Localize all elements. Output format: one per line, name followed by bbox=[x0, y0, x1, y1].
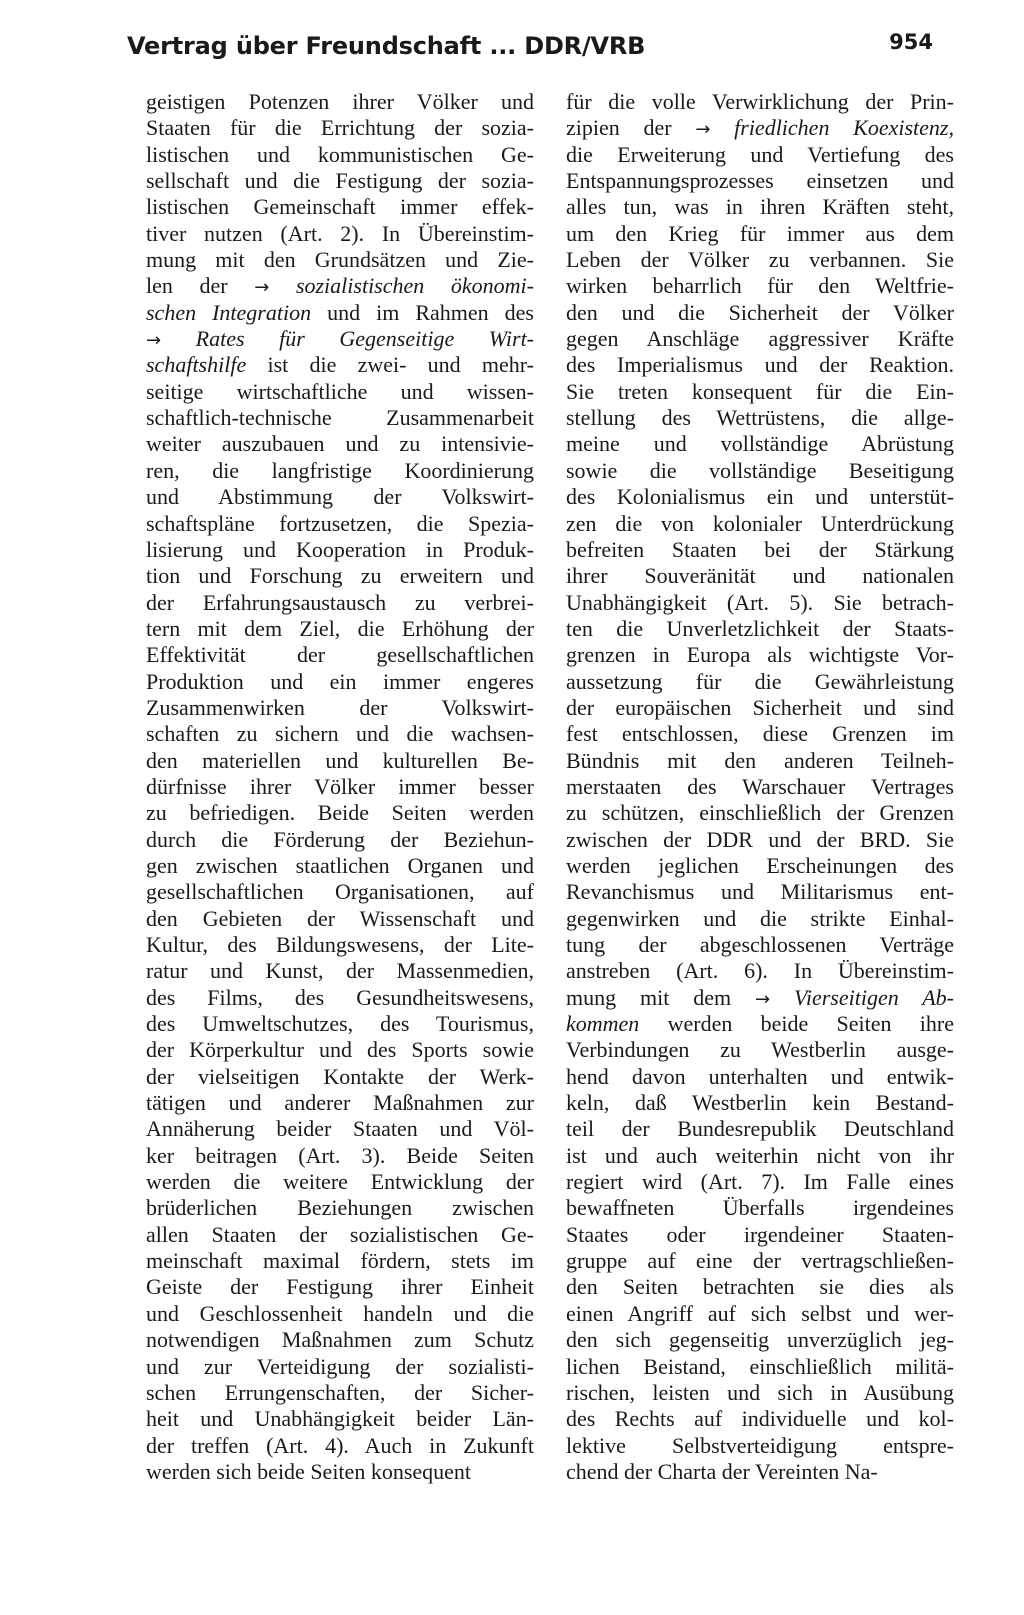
text-segment: hend davon unterhalten und entwik- bbox=[566, 1063, 954, 1089]
text-segment: der treffen (Art. 4). Auch in Zukunft bbox=[146, 1432, 534, 1458]
text-line bbox=[146, 748, 534, 774]
text-line bbox=[146, 774, 534, 800]
text-line bbox=[566, 1274, 954, 1300]
text-line bbox=[566, 511, 954, 537]
text-line bbox=[566, 748, 954, 774]
text-line bbox=[146, 1433, 534, 1459]
text-segment: durch die Förderung der Beziehun- bbox=[146, 826, 534, 852]
text-line bbox=[146, 1301, 534, 1327]
text-line bbox=[146, 642, 534, 668]
text-segment: meine und vollständige Abrüstung bbox=[566, 431, 954, 457]
text-line bbox=[146, 616, 534, 642]
text-line bbox=[566, 431, 954, 457]
text-line bbox=[146, 142, 534, 168]
text-line bbox=[146, 827, 534, 853]
text-segment: mung mit den Grundsätzen und Zie- bbox=[146, 247, 534, 273]
text-line bbox=[566, 1354, 954, 1380]
text-line bbox=[566, 89, 954, 115]
text-segment: dürfnisse ihrer Völker immer besser bbox=[146, 773, 534, 799]
text-line bbox=[146, 1195, 534, 1221]
text-line bbox=[566, 932, 954, 958]
text-segment: des Imperialismus und der Reaktion. bbox=[566, 352, 954, 378]
text-line bbox=[566, 1380, 954, 1406]
cross-reference-term: schen Integration bbox=[146, 299, 312, 325]
text-line bbox=[566, 142, 954, 168]
cross-reference-term: kommen bbox=[566, 1011, 640, 1037]
text-segment: Effektivität der gesellschaftlichen bbox=[146, 642, 534, 668]
text-segment: ist die zwei- und mehr- bbox=[246, 352, 534, 378]
running-title: Vertrag über Freundschaft ... DDR/VRB bbox=[127, 32, 646, 60]
text-line bbox=[566, 484, 954, 510]
text-line bbox=[566, 695, 954, 721]
text-line bbox=[566, 221, 954, 247]
text-line bbox=[566, 669, 954, 695]
text-line bbox=[566, 1195, 954, 1221]
text-segment: lichen Beistand, einschließlich militä- bbox=[566, 1353, 954, 1379]
text-line bbox=[146, 669, 534, 695]
text-segment: den sich gegenseitig unverzüglich jeg- bbox=[566, 1327, 954, 1353]
text-segment: werden beide Seiten ihre bbox=[639, 1011, 954, 1037]
text-line bbox=[566, 1248, 954, 1274]
page-number: 954 bbox=[889, 30, 933, 54]
text-segment: lisierung und Kooperation in Produk- bbox=[146, 536, 534, 562]
text-segment: und Geschlossenheit handeln und die bbox=[146, 1300, 534, 1326]
text-segment: heit und Unabhängigkeit beider Län- bbox=[146, 1406, 534, 1432]
text-line bbox=[146, 1354, 534, 1380]
text-line bbox=[566, 958, 954, 984]
text-line bbox=[146, 563, 534, 589]
text-line bbox=[146, 458, 534, 484]
text-line bbox=[566, 326, 954, 352]
text-segment: den Seiten betrachten sie dies als bbox=[566, 1274, 954, 1300]
text-segment: tätigen und anderer Maßnahmen zur bbox=[146, 1090, 534, 1116]
text-line bbox=[566, 800, 954, 826]
text-segment: keln, daß Westberlin kein Bestand- bbox=[566, 1090, 954, 1116]
cross-reference-term: Rates für Gegenseitige Wirt- bbox=[195, 326, 534, 352]
text-line bbox=[146, 326, 534, 352]
text-line bbox=[566, 1406, 954, 1432]
text-line bbox=[566, 1169, 954, 1195]
text-line bbox=[146, 484, 534, 510]
text-segment: ratur und Kunst, der Massenmedien, bbox=[146, 958, 534, 984]
text-segment: geistigen Potenzen ihrer Völker und bbox=[146, 89, 534, 114]
text-line bbox=[566, 115, 954, 141]
text-line bbox=[146, 300, 534, 326]
text-line bbox=[146, 695, 534, 721]
text-line bbox=[146, 115, 534, 141]
cross-reference-arrow-icon: → bbox=[146, 330, 162, 352]
text-segment: ihrer Souveränität und nationalen bbox=[566, 563, 954, 589]
text-segment: der vielseitigen Kontakte der Werk- bbox=[146, 1063, 534, 1089]
text-segment: Entspannungsprozesses einsetzen und bbox=[566, 168, 954, 194]
text-segment: der Erfahrungsaustausch zu verbrei- bbox=[146, 589, 534, 615]
text-segment: schaftspläne fortzusetzen, die Spezia- bbox=[146, 510, 534, 536]
text-line bbox=[146, 221, 534, 247]
text-segment: lektive Selbstverteidigung entspre- bbox=[566, 1432, 954, 1458]
text-segment: des Umweltschutzes, des Tourismus, bbox=[146, 1011, 534, 1037]
text-segment: gegen Anschläge aggressiver Kräfte bbox=[566, 326, 954, 352]
text-line bbox=[146, 1011, 534, 1037]
text-segment: allen Staaten der sozialistischen Ge- bbox=[146, 1221, 534, 1247]
text-segment: den und die Sicherheit der Völker bbox=[566, 299, 954, 325]
text-segment: des Kolonialismus ein und unterstüt- bbox=[566, 484, 954, 510]
text-segment: chend der Charta der Vereinten Na- bbox=[566, 1458, 878, 1484]
text-segment: schaftlich-technische Zusammenarbeit bbox=[146, 405, 534, 431]
text-line bbox=[146, 194, 534, 220]
text-column-right bbox=[566, 89, 954, 1485]
text-segment: Leben der Völker zu verbannen. Sie bbox=[566, 247, 954, 273]
text-segment: regiert wird (Art. 7). Im Falle eines bbox=[566, 1169, 954, 1195]
text-line bbox=[146, 273, 534, 299]
text-segment: zu schützen, einschließlich der Grenzen bbox=[566, 800, 954, 826]
text-column-left bbox=[146, 89, 534, 1485]
text-segment: alles tun, was in ihren Kräften steht, bbox=[566, 194, 954, 220]
text-segment: Geiste der Festigung ihrer Einheit bbox=[146, 1274, 534, 1300]
text-segment: listischen und kommunistischen Ge- bbox=[146, 141, 534, 167]
text-line bbox=[146, 1116, 534, 1142]
text-segment: teil der Bundesrepublik Deutschland bbox=[566, 1116, 954, 1142]
text-segment: wirken beharrlich für den Weltfrie- bbox=[566, 273, 954, 299]
text-segment: stellung des Wettrüstens, die allge- bbox=[566, 405, 954, 431]
text-segment: fest entschlossen, diese Grenzen im bbox=[566, 721, 954, 747]
text-segment: sowie die vollständige Beseitigung bbox=[566, 457, 954, 483]
text-line bbox=[566, 616, 954, 642]
text-segment: seitige wirtschaftliche und wissen- bbox=[146, 378, 534, 404]
text-segment: brüderlichen Beziehungen zwischen bbox=[146, 1195, 534, 1221]
text-segment: bewaffneten Überfalls irgendeines bbox=[566, 1195, 954, 1221]
text-line bbox=[146, 590, 534, 616]
text-line bbox=[566, 247, 954, 273]
text-segment: des Films, des Gesundheitswesens, bbox=[146, 984, 534, 1010]
text-line bbox=[566, 1459, 954, 1485]
text-segment: Staates oder irgendeiner Staaten- bbox=[566, 1221, 954, 1247]
text-segment: für die volle Verwirklichung der Prin- bbox=[566, 89, 954, 114]
text-segment: und Abstimmung der Volkswirt- bbox=[146, 484, 534, 510]
text-line bbox=[566, 879, 954, 905]
text-line bbox=[146, 1406, 534, 1432]
text-line bbox=[566, 379, 954, 405]
text-segment: Staaten für die Errichtung der sozia- bbox=[146, 115, 534, 141]
text-segment: ist und auch weiterhin nicht von ihr bbox=[566, 1142, 954, 1168]
text-segment: tung der abgeschlossenen Verträge bbox=[566, 932, 954, 957]
text-line bbox=[566, 1011, 954, 1037]
text-segment: zen die von kolonialer Unterdrückung bbox=[566, 510, 954, 536]
text-line bbox=[566, 1090, 954, 1116]
text-segment: merstaaten des Warschauer Vertrages bbox=[566, 773, 954, 799]
text-line bbox=[566, 194, 954, 220]
text-line bbox=[146, 958, 534, 984]
text-line bbox=[566, 827, 954, 853]
text-line bbox=[146, 537, 534, 563]
text-line bbox=[566, 458, 954, 484]
text-line bbox=[566, 273, 954, 299]
text-line bbox=[146, 1037, 534, 1063]
cross-reference-arrow-icon: → bbox=[695, 119, 711, 141]
text-line bbox=[146, 1380, 534, 1406]
text-segment: und im Rahmen des bbox=[311, 299, 534, 325]
text-segment: gen zwischen staatlichen Organen und bbox=[146, 852, 534, 878]
text-line bbox=[566, 1327, 954, 1353]
text-segment: um den Krieg für immer aus dem bbox=[566, 220, 954, 246]
text-line bbox=[566, 300, 954, 326]
text-segment: weiter auszubauen und zu intensivie- bbox=[146, 431, 534, 457]
text-line bbox=[146, 168, 534, 194]
text-segment: anstreben (Art. 6). In Übereinstim- bbox=[566, 958, 954, 984]
text-line bbox=[566, 168, 954, 194]
text-line bbox=[146, 721, 534, 747]
cross-reference-term: sozialistischen ökonomi- bbox=[295, 273, 534, 299]
text-segment: des Rechts auf individuelle und kol- bbox=[566, 1406, 954, 1432]
text-line bbox=[566, 1037, 954, 1063]
text-line bbox=[566, 405, 954, 431]
text-segment: mung mit dem bbox=[566, 984, 756, 1010]
text-segment: ren, die langfristige Koordinierung bbox=[146, 457, 534, 483]
text-segment: notwendigen Maßnahmen zum Schutz bbox=[146, 1327, 534, 1353]
text-segment bbox=[269, 273, 296, 298]
text-segment: Produktion und ein immer engeres bbox=[146, 668, 534, 694]
text-line bbox=[146, 405, 534, 431]
text-segment bbox=[770, 985, 794, 1010]
text-segment: der Körperkultur und des Sports sowie bbox=[146, 1037, 534, 1063]
text-segment bbox=[161, 326, 196, 351]
text-line bbox=[146, 1169, 534, 1195]
text-segment: befreiten Staaten bei der Stärkung bbox=[566, 536, 954, 562]
text-segment: zipien der bbox=[566, 115, 696, 141]
text-segment: aussetzung für die Gewährleistung bbox=[566, 668, 954, 694]
text-line bbox=[566, 563, 954, 589]
text-segment: zwischen der DDR und der BRD. Sie bbox=[566, 826, 954, 852]
text-segment: werden die weitere Entwicklung der bbox=[146, 1169, 534, 1195]
text-line bbox=[146, 352, 534, 378]
text-segment: tern mit dem Ziel, die Erhöhung der bbox=[146, 615, 534, 641]
text-line bbox=[146, 89, 534, 115]
text-segment: ten die Unverletzlichkeit der Staats- bbox=[566, 615, 954, 641]
text-segment: werden jeglichen Erscheinungen des bbox=[566, 852, 954, 878]
text-segment: grenzen in Europa als wichtigste Vor- bbox=[566, 642, 954, 668]
cross-reference-term: friedlichen Koexistenz, bbox=[734, 115, 954, 141]
text-segment: ker beitragen (Art. 3). Beide Seiten bbox=[146, 1142, 534, 1168]
text-segment: schaften zu sichern und die wachsen- bbox=[146, 721, 534, 747]
text-segment: meinschaft maximal fördern, stets im bbox=[146, 1248, 534, 1274]
text-segment: der europäischen Sicherheit und sind bbox=[566, 694, 954, 720]
text-segment: Zusammenwirken der Volkswirt- bbox=[146, 694, 534, 720]
text-line bbox=[146, 247, 534, 273]
text-line bbox=[566, 1222, 954, 1248]
text-segment: Bündnis mit den anderen Teilneh- bbox=[566, 747, 954, 773]
text-line bbox=[566, 1143, 954, 1169]
text-line bbox=[566, 906, 954, 932]
cross-reference-arrow-icon: → bbox=[755, 988, 771, 1010]
text-segment: listischen Gemeinschaft immer effek- bbox=[146, 194, 534, 220]
text-segment: den Gebieten der Wissenschaft und bbox=[146, 905, 534, 931]
text-segment: tiver nutzen (Art. 2). In Übereinstim- bbox=[146, 220, 534, 246]
text-line bbox=[146, 906, 534, 932]
text-line bbox=[566, 721, 954, 747]
text-line bbox=[566, 774, 954, 800]
text-line bbox=[146, 511, 534, 537]
text-line bbox=[146, 1274, 534, 1300]
text-line bbox=[146, 800, 534, 826]
cross-reference-term: Vierseitigen Ab- bbox=[794, 984, 954, 1010]
text-line bbox=[146, 985, 534, 1011]
text-line bbox=[566, 590, 954, 616]
text-segment: gesellschaftlichen Organisationen, auf bbox=[146, 879, 534, 905]
text-line bbox=[566, 1116, 954, 1142]
text-line bbox=[566, 985, 954, 1011]
text-segment: werden sich beide Seiten konsequent bbox=[146, 1458, 472, 1484]
text-segment: Unabhängigkeit (Art. 5). Sie betrach- bbox=[566, 589, 954, 615]
text-line bbox=[146, 379, 534, 405]
text-segment: gruppe auf eine der vertragschließen- bbox=[566, 1248, 954, 1274]
running-header bbox=[127, 28, 933, 68]
text-line bbox=[146, 1064, 534, 1090]
text-line bbox=[146, 1459, 534, 1485]
text-line bbox=[566, 853, 954, 879]
text-segment: den materiellen und kulturellen Be- bbox=[146, 747, 534, 773]
text-line bbox=[146, 879, 534, 905]
text-line bbox=[146, 1222, 534, 1248]
text-segment: sellschaft und die Festigung der sozia- bbox=[146, 168, 534, 194]
cross-reference-arrow-icon: → bbox=[254, 277, 270, 299]
text-line bbox=[566, 352, 954, 378]
text-segment: len der bbox=[146, 273, 255, 299]
text-segment: tion und Forschung zu erweitern und bbox=[146, 563, 534, 589]
text-segment: schen Errungenschaften, der Sicher- bbox=[146, 1379, 534, 1405]
text-segment: zu befriedigen. Beide Seiten werden bbox=[146, 800, 534, 826]
cross-reference-term: schaftshilfe bbox=[146, 352, 247, 378]
text-segment bbox=[710, 115, 734, 140]
text-line bbox=[566, 1301, 954, 1327]
text-segment: Verbindungen zu Westberlin ausge- bbox=[566, 1037, 954, 1063]
text-line bbox=[146, 1090, 534, 1116]
text-line bbox=[566, 1433, 954, 1459]
text-line bbox=[146, 932, 534, 958]
text-line bbox=[146, 1248, 534, 1274]
text-line bbox=[566, 642, 954, 668]
text-line bbox=[146, 1327, 534, 1353]
text-segment: gegenwirken und die strikte Einhal- bbox=[566, 905, 954, 931]
text-line bbox=[566, 1064, 954, 1090]
text-segment: und zur Verteidigung der sozialisti- bbox=[146, 1353, 534, 1379]
text-segment: Kultur, des Bildungswesens, der Lite- bbox=[146, 932, 534, 957]
text-segment: Annäherung beider Staaten und Völ- bbox=[146, 1116, 534, 1142]
text-line bbox=[566, 537, 954, 563]
text-line bbox=[146, 853, 534, 879]
text-segment: Revanchismus und Militarismus ent- bbox=[566, 879, 954, 905]
text-segment: Sie treten konsequent für die Ein- bbox=[566, 378, 954, 404]
text-segment: einen Angriff auf sich selbst und wer- bbox=[566, 1300, 954, 1326]
text-segment: die Erweiterung und Vertiefung des bbox=[566, 141, 954, 167]
text-line bbox=[146, 1143, 534, 1169]
text-line bbox=[146, 431, 534, 457]
text-segment: rischen, leisten und sich in Ausübung bbox=[566, 1379, 954, 1405]
